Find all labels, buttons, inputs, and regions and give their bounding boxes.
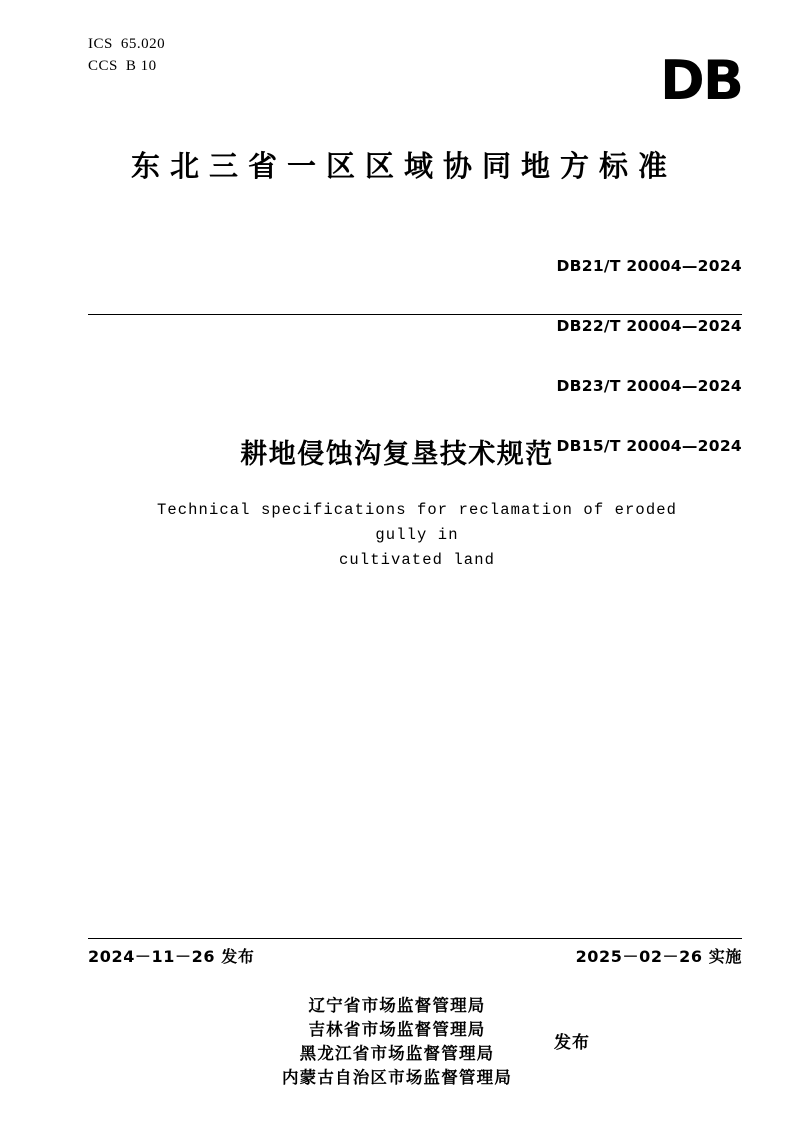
standard-number: DB15/T 20004—2024 xyxy=(556,437,742,455)
ccs-line xyxy=(88,55,165,77)
publisher-list xyxy=(282,994,512,1090)
ccs-label: CCS xyxy=(88,58,118,74)
standard-family-title: 东北三省一区区域协同地方标准 xyxy=(130,149,677,183)
divider-top xyxy=(88,314,742,315)
divider-bottom xyxy=(88,938,742,939)
issue-date: 2024－11－26 发布 xyxy=(88,947,255,966)
standard-number: DB23/T 20004—2024 xyxy=(556,377,742,395)
ics-line xyxy=(88,33,165,55)
db-logo: DB xyxy=(660,49,742,112)
publisher-item: 黑龙江省市场监督管理局 xyxy=(299,1044,495,1063)
effective-date: 2025－02－26 实施 xyxy=(575,947,742,966)
page-title-english xyxy=(140,498,694,573)
publisher-item: 内蒙古自治区市场监督管理局 xyxy=(281,1068,513,1087)
page-title-english-line1: Technical specifications for reclamation of eroded gully in xyxy=(156,501,678,544)
standard-number: DB22/T 20004—2024 xyxy=(556,317,742,335)
classification-block xyxy=(88,33,165,77)
page-title: 耕地侵蚀沟复垦技术规范 xyxy=(240,439,554,470)
publisher-wrap xyxy=(281,994,591,1090)
publisher-block xyxy=(0,994,794,1090)
ccs-value: B 10 xyxy=(125,58,157,74)
publisher-issue-word: 发布 xyxy=(554,1033,591,1053)
ics-value: 65.020 xyxy=(120,36,166,52)
publisher-item: 吉林省市场监督管理局 xyxy=(308,1020,486,1039)
page-title-english-line2: cultivated land xyxy=(338,551,496,569)
publisher-item: 辽宁省市场监督管理局 xyxy=(308,996,486,1015)
ics-label: ICS xyxy=(88,36,113,52)
standard-number: DB21/T 20004—2024 xyxy=(556,257,742,275)
